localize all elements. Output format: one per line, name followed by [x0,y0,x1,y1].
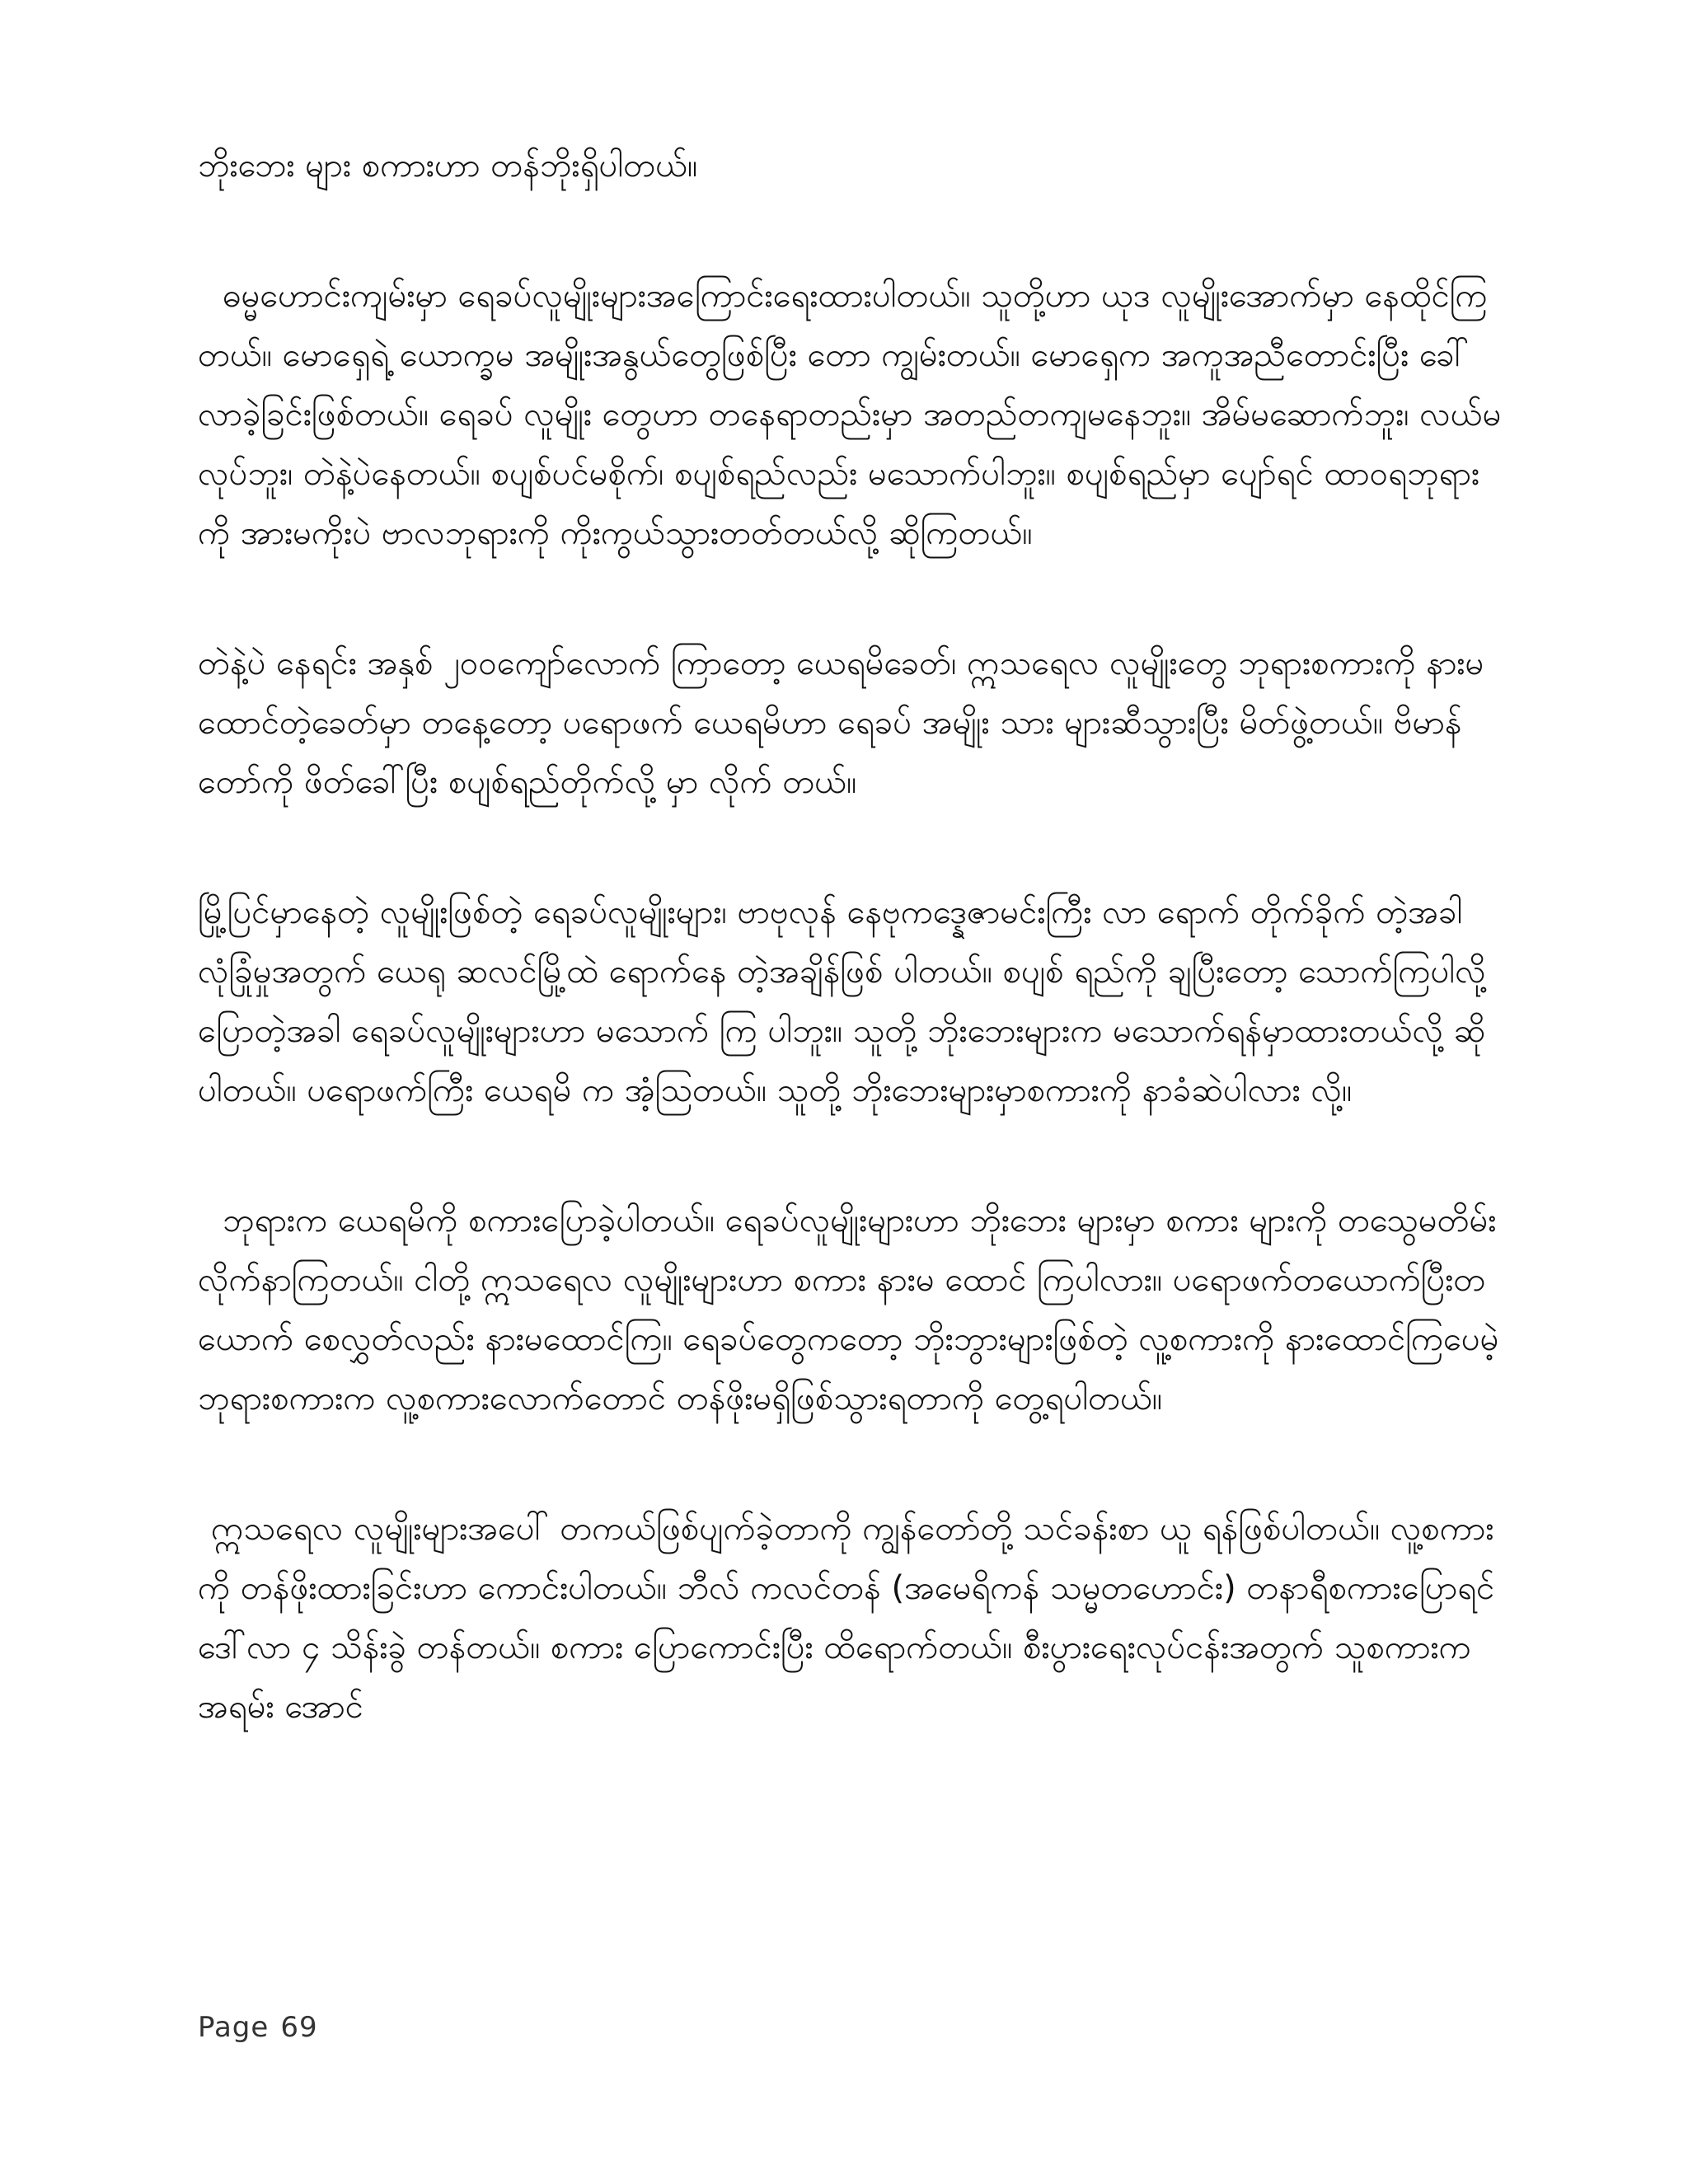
paragraph-3: တဲနဲ့ပဲ နေရင်း အနှစ် ၂၀၀ကျော်လောက် ကြာတော့ ယေရမိခေတ်၊ ဣသရေလ လူမျိုးတွေ ဘုရားစကားကို နားမထောင်တဲ့ခေတ်မှာ တနေ့တော့ ပရောဖက် ယေရမိဟာ ရေခပ် အမျိုး သား များဆီသွားပြီး မိတ်ဖွဲ့တယ်။ ဗိမာန်တော်ကို ဖိတ်ခေါ်ပြီး စပျစ်ရည်တိုက်လို့ မှာ လိုက် တယ်။ [198,644,1484,801]
paragraph-1: ဘိုးဘေး များ စကားဟာ တန်ဘိုးရှိပါတယ်။ [198,147,698,185]
page-label: Page [198,2011,270,2044]
body-text [198,136,1508,1807]
paragraph-4: မြို့ပြင်မှာနေတဲ့ လူမျိုးဖြစ်တဲ့ ရေခပ်လူမျိုးများ၊ ဗာဗုလုန် နေဗုကဒ္နေဇာမင်းကြီး လာ ရောက် တိုက်ခိုက် တဲ့အခါ လုံခြုံမှုအတွက် ယေရု ဆလင်မြို့ထဲ ရောက်နေ တဲ့အချိန်ဖြစ် ပါတယ်။ စပျစ် ရည်ကို ချပြီးတော့ သောက်ကြပါလို့ ပြောတဲ့အခါ ရေခပ်လူမျိုးများဟာ မသောက် ကြ ပါဘူး။ သူတို့ ဘိုးဘေးများက မသောက်ရန်မှာထားတယ်လို့ ဆိုပါတယ်။ ပရောဖက်ကြီး ယေရမိ က အံ့သြတယ်။ သူတို့ ဘိုးဘေးများမှာစကားကို နာခံဆဲပါလား လို့။ [198,893,1486,1109]
paragraph-2: ဓမ္မဟောင်းကျမ်းမှာ ရေခပ်လူမျိုးများအကြောင်းရေးထားပါတယ်။ သူတို့ဟာ ယုဒ လူမျိုးအောက်မှာ နေထိုင်ကြတယ်။ မောရှေရဲ့ ယောက္ခမ အမျိုးအနွယ်တွေဖြစ်ပြီး တော ကျွမ်းတယ်။ မောရှေက အကူအညီတောင်းပြီး ခေါ်လာခဲ့ခြင်းဖြစ်တယ်။ ရေခပ် လူမျိုး တွေဟာ တနေရာတည်းမှာ အတည်တကျမနေဘူး။ အိမ်မဆောက်ဘူး၊ လယ်မလုပ်ဘူး၊ တဲနဲ့ပဲနေတယ်။ စပျစ်ပင်မစိုက်၊ စပျစ်ရည်လည်း မသောက်ပါဘူး။ စပျစ်ရည်မှာ ပျော်ရင် ထာဝရဘုရားကို အားမကိုးပဲ ဗာလဘုရားကို ကိုးကွယ်သွားတတ်တယ်လို့ ဆိုကြတယ်။ [198,277,1502,552]
paragraph-6: ဣသရေလ လူမျိုးများအပေါ် တကယ်ဖြစ်ပျက်ခဲ့တာကို ကျွန်တော်တို့ သင်ခန်းစာ ယူ ရန်ဖြစ်ပါတယ်။ လူ့စကားကို တန်ဖိုးထားခြင်းဟာ ကောင်းပါတယ်။ ဘီလ် ကလင်တန် (အမေရိကန် သမ္မတဟောင်း) တနာရီစကားပြောရင် ဒေါ်လာ ၄ သိန်းခွဲ တန်တယ်။ စကား ပြောကောင်းပြီး ထိရောက်တယ်။ စီးပွားရေးလုပ်ငန်းအတွက် သူစကားက အရမ်း အောင် [198,1510,1495,1726]
paragraph-5: ဘုရားက ယေရမိကို စကားပြောခဲ့ပါတယ်။ ရေခပ်လူမျိုးများဟာ ဘိုးဘေး များမှာ စကား များကို တသွေမတိမ်း လိုက်နာကြတယ်။ ငါတို့ ဣသရေလ လူမျိုးများဟာ စကား နားမ ထောင် ကြပါလား။ ပရောဖက်တယောက်ပြီးတယောက် စေလွှတ်လည်း နားမထောင်ကြ။ ရေခပ်တွေကတော့ ဘိုးဘွားများဖြစ်တဲ့ လူ့စကားကို နားထောင်ကြပေမဲ့ ဘုရားစကားက လူ့စကားလောက်တောင် တန်ဖိုးမရှိဖြစ်သွားရတာကို တွေ့ရပါတယ်။ [198,1202,1499,1418]
page-number: 69 [280,2011,318,2044]
page-footer [198,2011,330,2044]
